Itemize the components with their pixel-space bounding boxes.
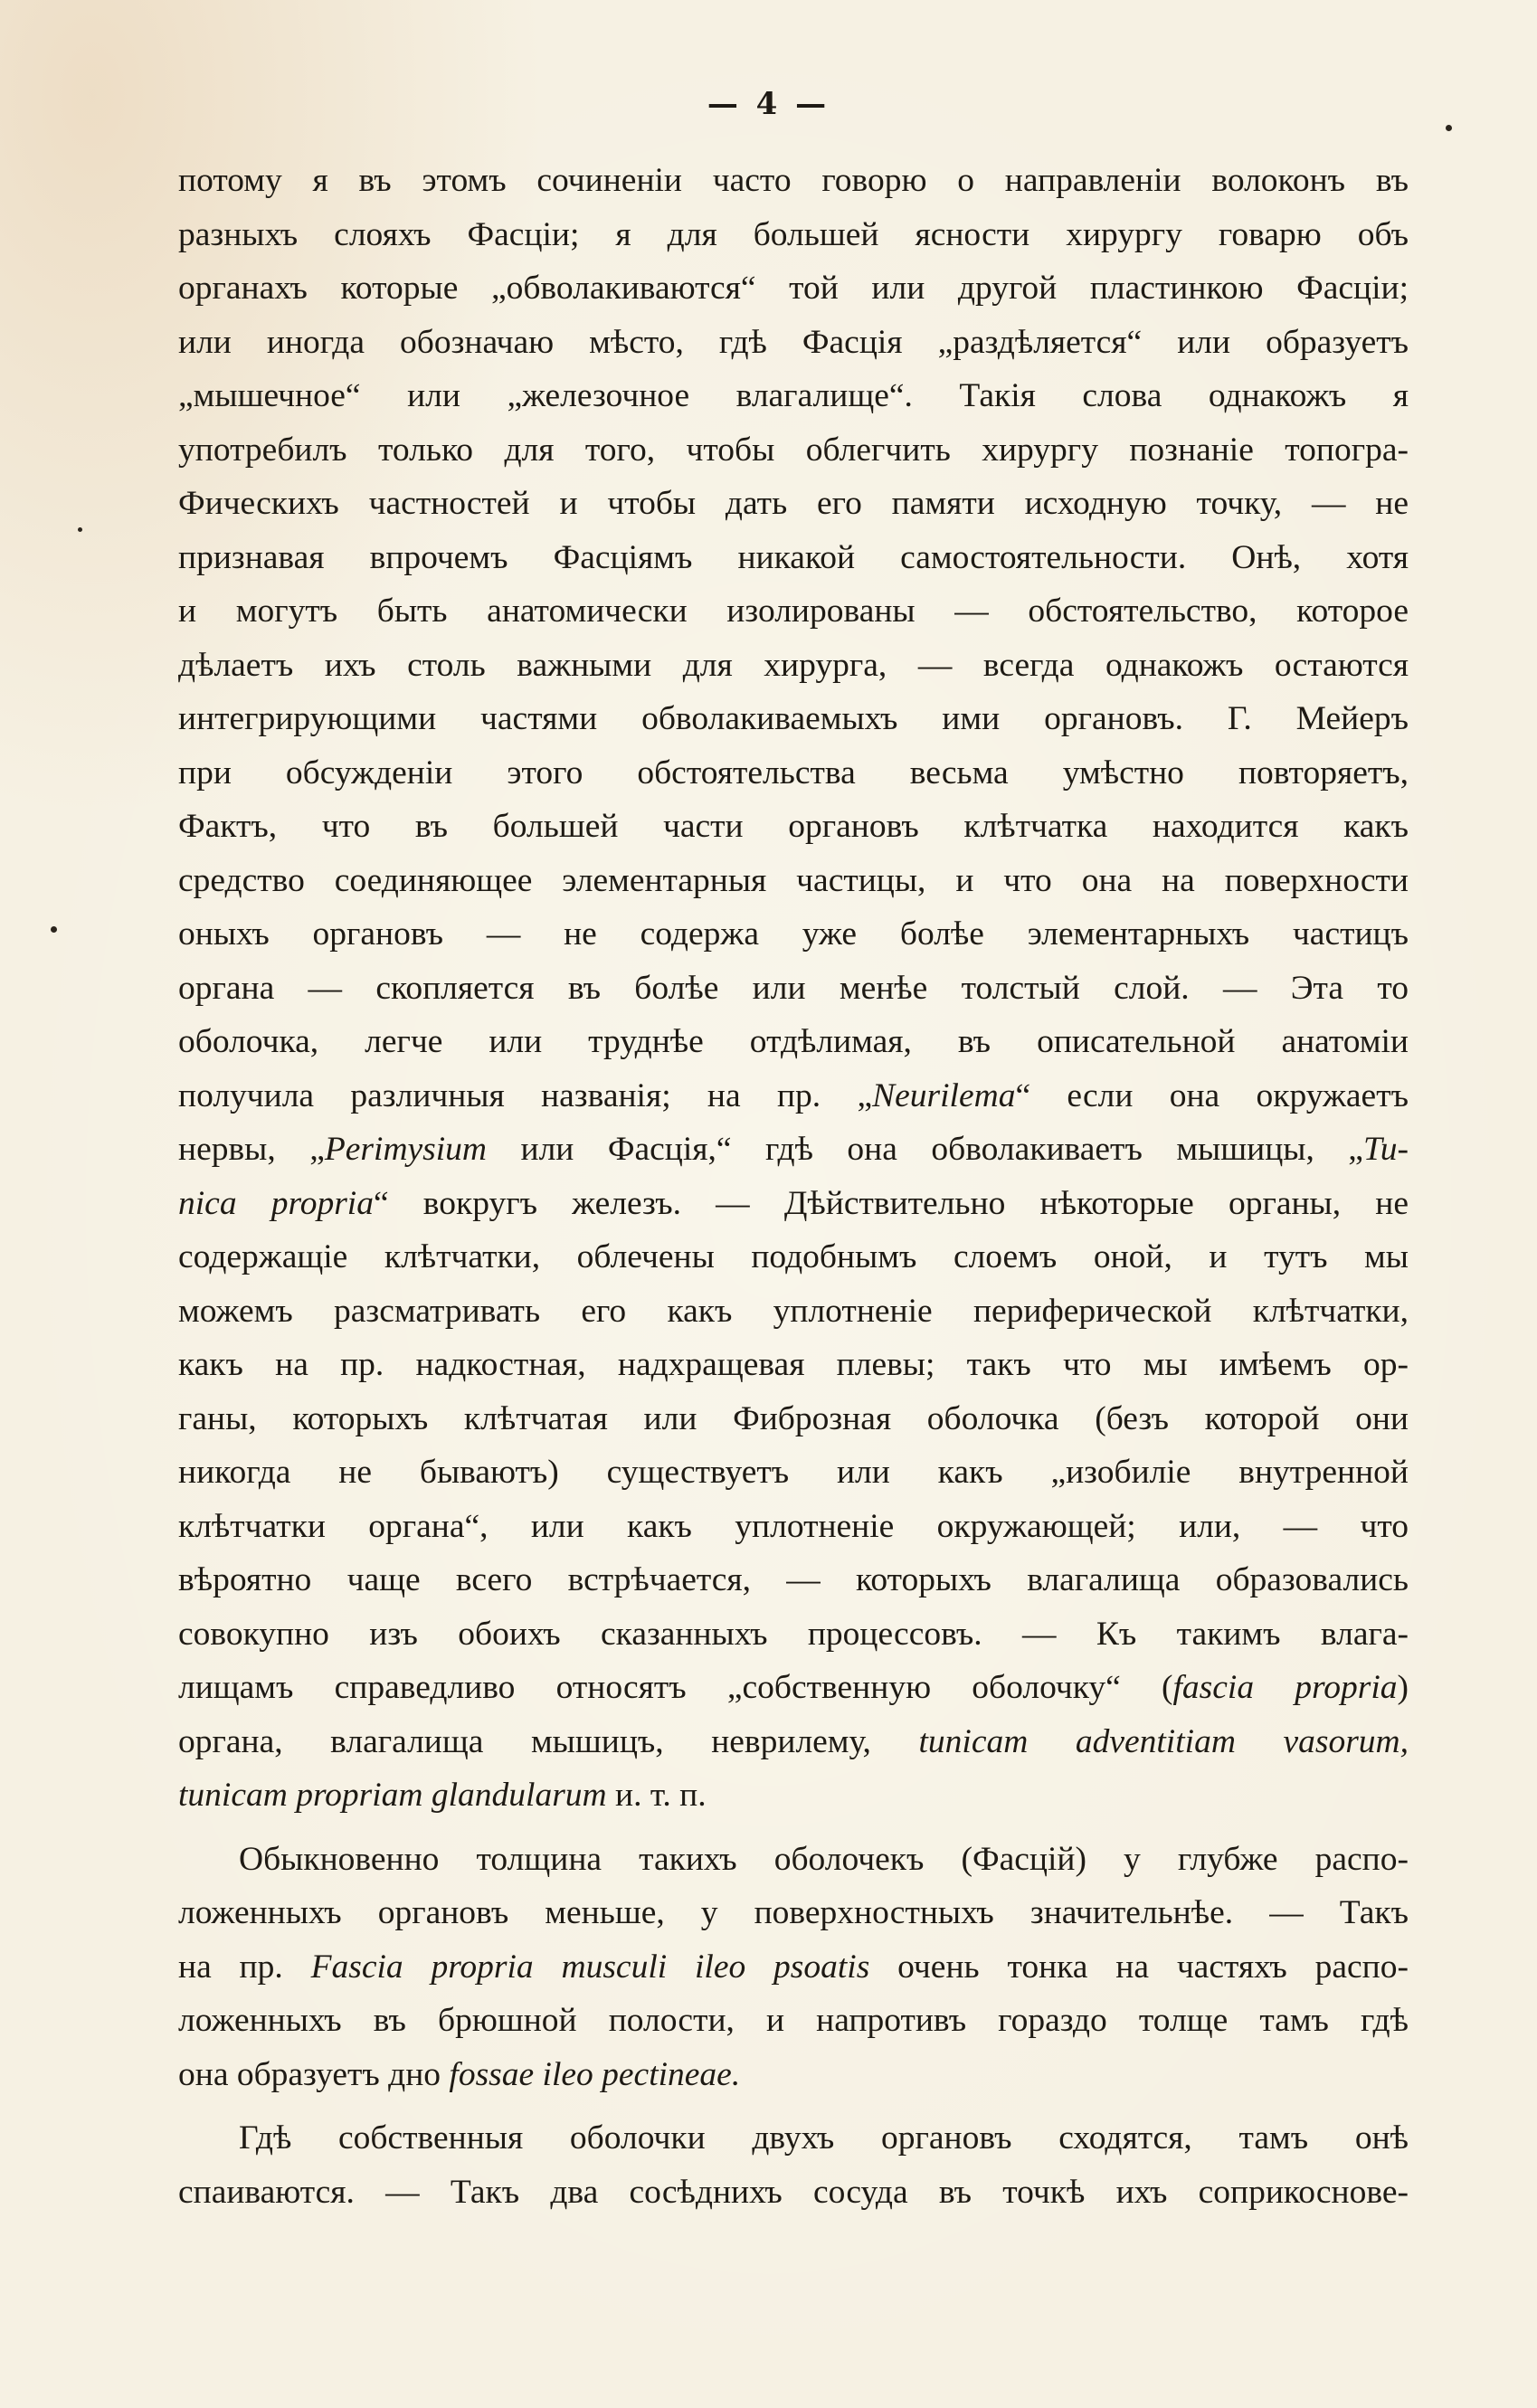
text-line [178, 1069, 1409, 1123]
text-line [178, 1715, 1409, 1769]
paragraph-3 [178, 2111, 1409, 2219]
text-line: Фическихъ частностей и чтобы дать его памяти исходную точку, — не [178, 485, 1409, 522]
text-line [178, 1177, 1409, 1231]
text-line: органа — скопляется въ болѣе или менѣе толстый слой. — Эта то [178, 969, 1409, 1007]
latin-term: tunicam adventitiam vasorum, [918, 1722, 1409, 1760]
paragraph-2 [178, 1833, 1409, 2102]
latin-term: Tu- [1362, 1131, 1409, 1168]
text-run: на пр. [178, 1948, 311, 1986]
latin-term: Fascia propria musculi ileo psoatis [310, 1948, 870, 1986]
ink-speck [78, 527, 82, 532]
latin-term: Neurilema [872, 1076, 1016, 1114]
text-line: потому я въ этомъ сочиненіи часто говорю о направленіи волоконъ въ [178, 162, 1409, 199]
text-line [178, 1940, 1409, 1995]
text-line: признавая впрочемъ Фасціямъ никакой самостоятельности. Онѣ, хотя [178, 538, 1409, 576]
text-line: оныхъ органовъ — не содержа уже болѣе элементарныхъ частицъ [178, 915, 1409, 953]
text-line: совокупно изъ обоихъ сказанныхъ процессовъ. — Къ такимъ влага- [178, 1615, 1409, 1653]
text-run: “ если она окружаетъ [1015, 1076, 1409, 1114]
text-run: или Фасція,“ гдѣ она обволакиваетъ мышицы, „ [487, 1131, 1363, 1168]
text-run: органа, влагалища мышицъ, неврилему, [178, 1722, 919, 1760]
body-text [178, 154, 1409, 2219]
text-line: „мышечное“ или „железочное влагалище“. Такія слова однакожъ я [178, 377, 1409, 414]
text-line [178, 1123, 1409, 1177]
text-line: спаиваются. — Такъ два сосѣднихъ сосуда въ точкѣ ихъ соприкоснове- [178, 2173, 1409, 2211]
text-line: какъ на пр. надкостная, надхращевая плевы; такъ что мы имѣемъ ор- [178, 1346, 1409, 1383]
text-line [178, 1768, 1409, 1823]
text-run: нервы, „ [178, 1131, 325, 1168]
text-line: и могутъ быть анатомически изолированы — обстоятельство, которое [178, 593, 1409, 630]
text-run: лищамъ справедливо относятъ „собственную оболочку“ ( [178, 1669, 1173, 1706]
text-line: Обыкновенно толщина такихъ оболочекъ (Фасцій) у глубже распо- [239, 1840, 1409, 1878]
ink-speck [1446, 125, 1452, 131]
text-line: оболочка, легче или труднѣе отдѣлимая, въ описательной анатоміи [178, 1023, 1409, 1060]
text-line: или иногда обозначаю мѣсто, гдѣ Фасція „раздѣляется“ или образуетъ [178, 323, 1409, 361]
text-line: содержащіе клѣтчатки, облечены подобнымъ слоемъ оной, и тутъ мы [178, 1238, 1409, 1275]
text-line: вѣроятно чаще всего встрѣчается, — которыхъ влагалища образовались [178, 1561, 1409, 1598]
text-line: можемъ разсматривать его какъ уплотненіе периферической клѣтчатки, [178, 1292, 1409, 1330]
text-line: клѣтчатки органа“, или какъ уплотненіе окружающей; или, — что [178, 1507, 1409, 1545]
latin-term: fascia propria [1172, 1669, 1398, 1706]
text-line [178, 1661, 1409, 1715]
text-line: разныхъ слояхъ Фасціи; я для большей ясности хирургу говарю объ [178, 215, 1409, 253]
text-line: употребилъ только для того, чтобы облегчить хирургу познаніе топогра- [178, 431, 1409, 469]
page-number: — 4 — [707, 86, 830, 122]
text-line: ганы, которыхъ клѣтчатая или Фиброзная оболочка (безъ которой они [178, 1399, 1409, 1437]
text-line: Гдѣ собственныя оболочки двухъ органовъ сходятся, тамъ онѣ [239, 2119, 1409, 2157]
text-line: никогда не бываютъ) существуетъ или какъ „изобиліе внутренной [178, 1454, 1409, 1491]
text-line: интегрирующими частями обволакиваемыхъ ими органовъ. Г. Мейеръ [178, 700, 1409, 737]
text-line: ложенныхъ органовъ меньше, у поверхностныхъ значительнѣе. — Такъ [178, 1894, 1409, 1931]
text-run: она образуетъ дно [178, 2055, 450, 2093]
text-run: ) [1397, 1669, 1409, 1706]
text-run: получила различныя названія; на пр. „ [178, 1076, 873, 1114]
text-line: дѣлаетъ ихъ столь важными для хирурга, — всегда однакожъ остаются [178, 646, 1409, 684]
text-line: Фактъ, что въ большей части органовъ клѣтчатка находится какъ [178, 808, 1409, 845]
text-line: органахъ которые „обволакиваются“ той или другой пластинкою Фасціи; [178, 270, 1409, 307]
text-line [178, 2048, 1409, 2102]
ink-speck [51, 926, 57, 933]
text-line: средство соединяющее элементарныя частицы, и что она на поверхности [178, 861, 1409, 899]
latin-term: Perimysium [324, 1131, 488, 1168]
text-run: очень тонка на частяхъ распо- [869, 1948, 1409, 1986]
paragraph-1 [178, 154, 1409, 1823]
latin-term: nica propria [178, 1184, 374, 1222]
text-line: при обсужденіи этого обстоятельства весьма умѣстно повторяетъ, [178, 754, 1409, 792]
latin-term: tunicam propriam glandularum [178, 1777, 607, 1814]
latin-term: fossae ileo pectineae. [449, 2055, 741, 2093]
text-run: “ вокругъ железъ. — Дѣйствительно нѣкоторые органы, не [373, 1184, 1409, 1222]
text-run: и. т. п. [606, 1777, 707, 1814]
text-line: ложенныхъ въ брюшной полости, и напротивъ гораздо толще тамъ гдѣ [178, 2002, 1409, 2039]
